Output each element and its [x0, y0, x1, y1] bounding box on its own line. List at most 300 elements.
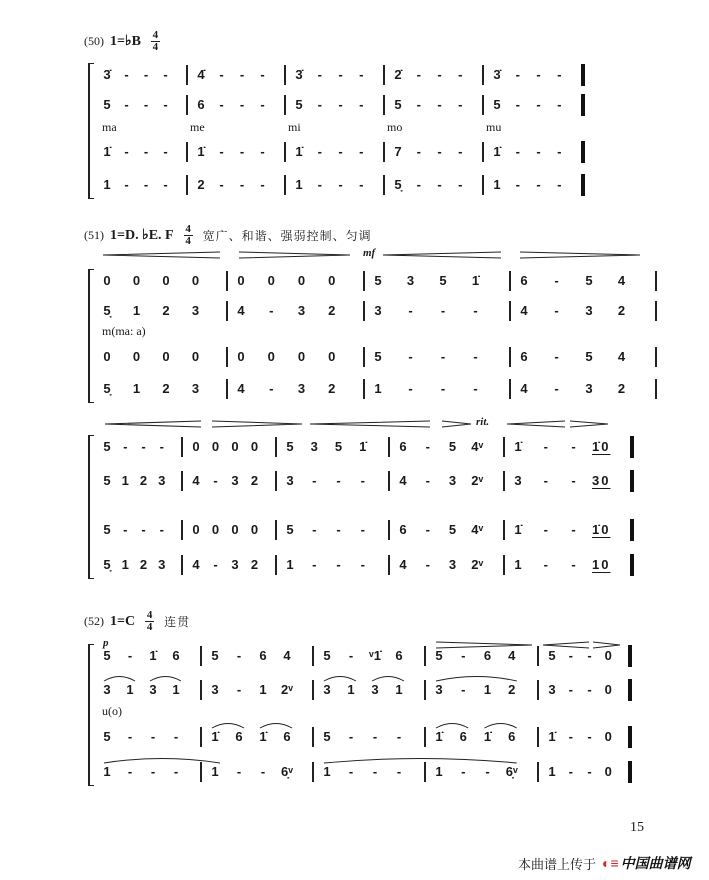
bar-line: [275, 471, 277, 491]
bar-line: [503, 520, 505, 540]
note: 5: [286, 439, 294, 454]
dash: -: [554, 273, 559, 288]
underlined-note-group: 1̇0: [592, 439, 611, 454]
bar-line: [482, 142, 484, 162]
final-double-bar: [581, 64, 585, 86]
dash: -: [543, 557, 548, 572]
note: 1̇: [471, 273, 480, 288]
note: ᵛ1̇: [369, 648, 381, 663]
note: 5̣: [103, 557, 111, 572]
note: 0: [191, 273, 200, 288]
dash: -: [515, 144, 520, 159]
note: 3: [585, 381, 593, 396]
note: 6: [259, 648, 267, 663]
bar-line: [655, 301, 657, 321]
dash: -: [219, 177, 224, 192]
bar-line: [186, 175, 188, 195]
note: 5: [374, 349, 382, 364]
dash: -: [312, 557, 317, 572]
underlined-note-group: 1̇0: [592, 522, 611, 537]
decrescendo-hairpin: [212, 421, 302, 427]
note: 2̇: [394, 67, 402, 82]
dash: -: [360, 473, 365, 488]
dash: -: [543, 522, 548, 537]
note: 1: [126, 682, 134, 697]
time-denominator: 4: [152, 41, 159, 53]
note: 1: [103, 764, 111, 779]
dynamic-rit: rit.: [476, 416, 490, 428]
note: 1: [103, 177, 111, 192]
note: 1̇: [493, 144, 501, 159]
note: 3: [231, 557, 239, 572]
note: 1: [435, 764, 443, 779]
piece-number: (51): [84, 228, 104, 242]
bar-line: [363, 347, 365, 367]
time-denominator: 4: [146, 621, 153, 633]
dash: -: [124, 177, 129, 192]
note: 4̇: [197, 67, 205, 82]
bar-line: [424, 762, 426, 782]
piece-number: (50): [84, 34, 104, 48]
note: 0: [231, 522, 239, 537]
dash: -: [150, 764, 156, 779]
note: 5: [323, 648, 331, 663]
time-numerator: 4: [185, 223, 191, 235]
note: 6: [283, 729, 291, 744]
final-double-bar: [581, 141, 585, 163]
bar-line: [383, 175, 385, 195]
time-signature: [151, 30, 160, 53]
note: 3: [585, 303, 593, 318]
note: 6: [395, 648, 403, 663]
note: 1̇: [149, 648, 157, 663]
note: 4: [283, 648, 291, 663]
dash: -: [408, 381, 413, 396]
dash: -: [440, 349, 446, 364]
note: 3: [374, 303, 382, 318]
dash: -: [239, 144, 245, 159]
note: 6: [235, 729, 243, 744]
dash: -: [359, 67, 364, 82]
dash: -: [458, 144, 463, 159]
time-numerator: 4: [152, 29, 159, 41]
dash: -: [437, 144, 442, 159]
dash: -: [515, 177, 520, 192]
note: 0: [237, 273, 245, 288]
dash: -: [408, 303, 413, 318]
note: 1: [132, 303, 141, 318]
note: 3: [286, 473, 294, 488]
note: 5: [435, 648, 443, 663]
dash: -: [236, 648, 242, 663]
note: 2: [139, 473, 148, 488]
note: 3̇: [295, 67, 303, 82]
dash: -: [219, 67, 224, 82]
dash: -: [425, 557, 430, 572]
dash: -: [124, 67, 129, 82]
system-bracket: [88, 644, 94, 786]
note: 6: [172, 648, 180, 663]
note: 6: [520, 349, 528, 364]
note: 0: [192, 439, 200, 454]
note: 0: [231, 439, 239, 454]
key-signature: 1=D. ♭E. F: [110, 228, 174, 243]
dash: -: [338, 177, 343, 192]
dash: -: [568, 648, 573, 663]
logo-mark-icon: ◐≡: [602, 855, 619, 871]
crescendo-hairpin: [103, 252, 220, 258]
dash: -: [408, 349, 413, 364]
bar-line: [383, 95, 385, 115]
note: 5: [103, 97, 111, 112]
note: 1̇: [359, 439, 367, 454]
note: 0: [132, 273, 141, 288]
dash: -: [317, 144, 322, 159]
note: 5: [394, 97, 402, 112]
dash: -: [536, 67, 541, 82]
dash: -: [163, 177, 168, 192]
bar-line: [482, 95, 484, 115]
dash: -: [260, 144, 265, 159]
lyric-syllable: ma: [102, 120, 117, 134]
dash: -: [416, 67, 421, 82]
note: 3: [310, 439, 318, 454]
bar-line: [537, 646, 539, 666]
bar-line: [509, 301, 511, 321]
slur: [485, 724, 517, 729]
bar-line: [482, 65, 484, 85]
note: 5: [439, 273, 447, 288]
slur: [150, 677, 181, 682]
note: 3: [371, 682, 379, 697]
note: 3: [323, 682, 331, 697]
dash: -: [219, 144, 224, 159]
dash: -: [458, 177, 463, 192]
dash: -: [260, 67, 265, 82]
dash: -: [359, 144, 364, 159]
final-double-bar: [628, 761, 632, 783]
note: 1: [493, 177, 501, 192]
decrescendo-hairpin: [570, 421, 608, 427]
final-double-bar: [630, 554, 634, 576]
dash: -: [338, 67, 343, 82]
note: 5: [548, 648, 556, 663]
dash: -: [587, 648, 592, 663]
dash: -: [461, 764, 466, 779]
note: 1̇: [103, 144, 111, 159]
crescendo-hairpin: [383, 252, 501, 258]
dash: -: [239, 97, 245, 112]
note: 3: [448, 473, 457, 488]
note: 1: [323, 764, 331, 779]
lyric-syllable: mi: [288, 120, 301, 134]
note: 3: [297, 381, 306, 396]
lyric-syllable: mu: [486, 120, 502, 134]
footer: [518, 853, 691, 873]
note: 5: [103, 473, 111, 488]
bar-line: [226, 379, 228, 399]
note: 0: [211, 439, 220, 454]
note: 3: [211, 682, 219, 697]
note: 2ᵛ: [471, 557, 484, 572]
dash: -: [141, 522, 146, 537]
dash: -: [336, 473, 341, 488]
dash: -: [554, 349, 559, 364]
lyric-syllable: m(ma: a): [102, 324, 146, 338]
dash: -: [123, 522, 128, 537]
note: 1: [286, 557, 294, 572]
bar-line: [424, 646, 426, 666]
dash: -: [587, 682, 592, 697]
note: 2: [617, 381, 626, 396]
bar-line: [655, 347, 657, 367]
dash: -: [515, 67, 520, 82]
bar-line: [537, 680, 539, 700]
note: 3: [191, 303, 200, 318]
note: 0: [604, 682, 612, 697]
bar-line: [388, 555, 390, 575]
dash: -: [348, 764, 354, 779]
dash: -: [425, 522, 430, 537]
underlined-note-group: 10: [592, 557, 611, 572]
note: 4: [520, 381, 528, 396]
dash: -: [571, 522, 576, 537]
slur: [324, 759, 517, 764]
bar-line: [509, 347, 511, 367]
dash: -: [554, 303, 559, 318]
dash: -: [440, 381, 446, 396]
dash: -: [143, 177, 149, 192]
decrescendo-hairpin: [239, 252, 350, 258]
note: 6: [399, 522, 407, 537]
note: 1: [121, 473, 129, 488]
performance-remark: 连贯: [164, 615, 191, 629]
note: 2: [328, 381, 336, 396]
note: 6: [508, 729, 516, 744]
bar-line: [226, 347, 228, 367]
bar-line: [503, 437, 505, 457]
bar-line: [503, 471, 505, 491]
dash: -: [173, 764, 179, 779]
final-double-bar: [581, 174, 585, 196]
note: 5: [103, 648, 111, 663]
note: 4: [520, 303, 528, 318]
note: 1: [259, 682, 267, 697]
dash: -: [150, 729, 156, 744]
note: 1: [211, 764, 219, 779]
system-bracket: [88, 269, 94, 403]
slur: [436, 724, 468, 729]
bar-line: [388, 437, 390, 457]
note: 5̣: [103, 303, 111, 318]
note: 6: [459, 729, 467, 744]
note: 3: [149, 682, 157, 697]
bar-line: [388, 471, 390, 491]
note: 1: [121, 557, 129, 572]
dash: -: [536, 144, 541, 159]
note: 0: [162, 349, 170, 364]
bar-line: [284, 95, 286, 115]
dash: -: [416, 177, 421, 192]
dynamic-mf: mf: [363, 247, 376, 259]
bar-line: [312, 727, 314, 747]
note: 1: [483, 682, 492, 697]
key-signature: 1=C: [110, 613, 136, 629]
dash: -: [425, 439, 430, 454]
note: 2: [139, 557, 148, 572]
dash: -: [571, 439, 576, 454]
dash: -: [473, 349, 478, 364]
note: 1̇: [211, 729, 219, 744]
note: 3̇: [493, 67, 501, 82]
piece-number: (52): [84, 614, 104, 628]
dash: -: [269, 303, 274, 318]
bar-line: [312, 646, 314, 666]
bar-line: [181, 555, 183, 575]
dash: -: [348, 729, 354, 744]
note: 3: [158, 473, 166, 488]
note: 2: [617, 303, 626, 318]
bar-line: [482, 175, 484, 195]
dash: -: [127, 729, 133, 744]
bar-line: [537, 762, 539, 782]
time-numerator: 4: [146, 609, 153, 621]
dash: -: [437, 177, 442, 192]
dash: -: [461, 648, 466, 663]
bar-line: [226, 271, 228, 291]
piece-header-50: [84, 30, 164, 53]
note: 0: [237, 349, 245, 364]
bar-line: [509, 271, 511, 291]
dash: -: [141, 439, 146, 454]
final-double-bar: [628, 726, 632, 748]
note: 4: [617, 273, 626, 288]
crescendo-hairpin: [310, 421, 430, 427]
piece-header-51: [84, 224, 372, 247]
note: 0: [103, 349, 111, 364]
dash: -: [536, 177, 541, 192]
bar-line: [383, 142, 385, 162]
page-number: 15: [630, 820, 644, 835]
note: 0: [191, 349, 200, 364]
note: 4: [237, 381, 245, 396]
slur: [324, 677, 356, 682]
time-signature: [184, 224, 193, 247]
final-double-bar: [630, 470, 634, 492]
final-double-bar: [628, 645, 632, 667]
dash: -: [163, 67, 168, 82]
note: 1: [548, 764, 556, 779]
dash: -: [473, 381, 478, 396]
bar-line: [284, 65, 286, 85]
bar-line: [200, 646, 202, 666]
dash: -: [554, 381, 559, 396]
dash: -: [587, 764, 592, 779]
bar-line: [226, 301, 228, 321]
dash: -: [396, 729, 402, 744]
dash: -: [416, 144, 421, 159]
note: 5: [295, 97, 303, 112]
dash: -: [269, 381, 274, 396]
note: 5: [211, 648, 219, 663]
note: 3: [514, 473, 522, 488]
dash: -: [159, 522, 164, 537]
dash: -: [440, 303, 446, 318]
dash: -: [127, 648, 133, 663]
dash: -: [348, 648, 354, 663]
note: 6: [399, 439, 407, 454]
dash: -: [359, 97, 364, 112]
bar-line: [181, 520, 183, 540]
dash: -: [239, 177, 245, 192]
dash: -: [557, 144, 562, 159]
note: 0: [604, 729, 612, 744]
bar-line: [363, 301, 365, 321]
dash: -: [571, 473, 576, 488]
dash: -: [458, 97, 463, 112]
note: 0: [604, 648, 612, 663]
final-double-bar: [581, 94, 585, 116]
bar-line: [424, 680, 426, 700]
dash: -: [587, 729, 592, 744]
bar-line: [655, 379, 657, 399]
note: 0: [250, 439, 259, 454]
note: 0: [267, 349, 275, 364]
note: 1̇: [483, 729, 492, 744]
dash: -: [360, 522, 365, 537]
note: 1̇: [548, 729, 556, 744]
dash: -: [568, 764, 573, 779]
note: 5: [493, 97, 501, 112]
site-logo[interactable]: [602, 853, 691, 873]
bar-line: [275, 555, 277, 575]
note: 2: [250, 557, 259, 572]
dash: -: [124, 97, 129, 112]
bar-line: [424, 727, 426, 747]
dash: -: [338, 97, 343, 112]
note: 5: [286, 522, 294, 537]
footer-text: 本曲谱上传于: [518, 856, 597, 872]
note: 3: [448, 557, 457, 572]
note: 5: [103, 522, 111, 537]
bar-line: [509, 379, 511, 399]
lyric-syllable: me: [190, 120, 205, 134]
dash: -: [143, 144, 149, 159]
note: 3: [191, 381, 200, 396]
note: 0: [297, 273, 306, 288]
note: 0: [211, 522, 220, 537]
dash: -: [213, 473, 218, 488]
note: 2: [328, 303, 336, 318]
note: 0: [250, 522, 259, 537]
note: 5: [323, 729, 331, 744]
note: 0: [328, 273, 336, 288]
decrescendo-hairpin: [442, 421, 471, 427]
final-double-bar: [628, 679, 632, 701]
note: 3: [548, 682, 556, 697]
bar-line: [186, 142, 188, 162]
piece-header-52: [84, 610, 190, 633]
lyric-syllable: mo: [387, 120, 403, 134]
note: 0: [162, 273, 170, 288]
note: 4: [508, 648, 516, 663]
note: 6: [483, 648, 492, 663]
note: 7: [394, 144, 402, 159]
final-double-bar: [630, 436, 634, 458]
dash: -: [437, 67, 442, 82]
note: 6: [520, 273, 528, 288]
slur: [104, 759, 220, 764]
